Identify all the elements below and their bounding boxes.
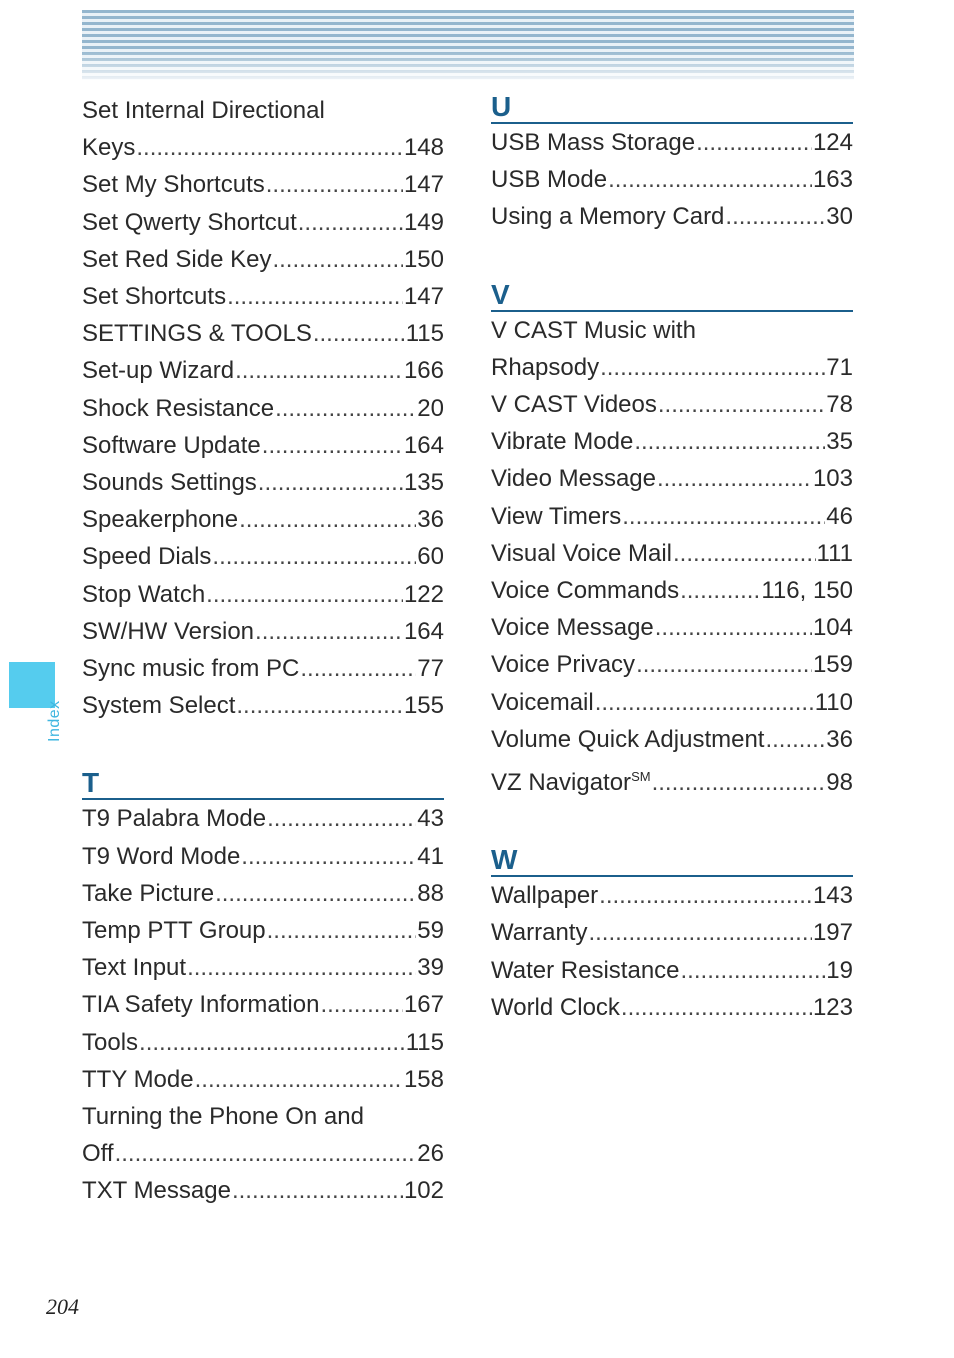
index-group-u: [491, 124, 853, 236]
index-entry-term: [82, 800, 266, 837]
index-entry-page: 124: [812, 129, 853, 156]
dot-leader: [267, 912, 417, 949]
side-section-label: Index: [46, 700, 63, 742]
index-entry-term: [82, 538, 211, 575]
index-entry: [82, 650, 444, 687]
dot-leader: [115, 1135, 417, 1172]
index-entry-term-text: Temp PTT Group: [82, 917, 266, 945]
index-entry-term-text: Set-up Wizard: [82, 357, 235, 385]
dot-leader: [608, 161, 812, 198]
index-entry-term-text: V CAST Videos: [491, 391, 657, 419]
index-entry-term-text: System Select: [82, 692, 236, 720]
index-entry-page: 111: [816, 539, 853, 567]
index-entry-term-text: Tools: [82, 1028, 139, 1056]
index-entry-page: 20: [417, 394, 444, 422]
index-entry-term: [491, 498, 621, 535]
index-entry-page: 78: [826, 391, 853, 419]
index-entry-term-text: Wallpaper: [491, 882, 599, 910]
index-entry-term: [82, 464, 257, 501]
index-entry-line: V CAST Music with: [491, 316, 696, 344]
index-entry-term-text: TXT Message: [82, 1177, 231, 1205]
index-entry-page: 60: [417, 543, 444, 571]
index-entry-page: 98: [826, 769, 853, 797]
index-entry: [82, 241, 444, 278]
index-entry: [82, 464, 444, 501]
index-entry-page: 159: [812, 651, 853, 679]
index-entry-page: 166: [403, 357, 444, 385]
dot-leader: [621, 989, 812, 1026]
index-entry-term: [82, 166, 265, 203]
index-entry-term: [82, 838, 240, 875]
index-entry-term: [491, 572, 679, 609]
index-entry-page: 148: [403, 134, 444, 162]
index-entry: [491, 349, 853, 386]
index-entry-term: [82, 315, 312, 352]
index-column-left: [82, 92, 444, 1210]
index-entry-term-text: Water Resistance: [491, 956, 680, 984]
dot-leader: [272, 241, 403, 278]
index-entry-page: 158: [403, 1065, 444, 1093]
index-entry: [491, 914, 853, 951]
index-entry-term-text: Set My Shortcuts: [82, 171, 265, 199]
index-entry-term-text: Shock Resistance: [82, 394, 275, 422]
index-entry-term: [82, 687, 235, 724]
dot-leader: [298, 204, 403, 241]
index-entry-page: 39: [417, 954, 444, 982]
index-entry-term: [82, 390, 274, 427]
dot-leader: [600, 349, 825, 386]
index-entry: [82, 390, 444, 427]
index-entry: [82, 352, 444, 389]
index-entry: [491, 989, 853, 1026]
dot-leader: [258, 464, 403, 501]
index-entry-term-text: USB Mode: [491, 166, 608, 194]
index-entry-term-text: Speakerphone: [82, 506, 239, 534]
index-entry: [82, 1024, 444, 1061]
dot-leader: [681, 952, 826, 989]
index-entry: [82, 278, 444, 315]
index-entry-term: [82, 576, 205, 613]
index-entry-term: [82, 986, 319, 1023]
index-entry-page: 135: [403, 469, 444, 497]
dot-leader: [236, 687, 403, 724]
index-entry-page: 36: [826, 725, 853, 753]
index-entry-term: [491, 952, 680, 989]
index-entry-term: [82, 1024, 138, 1061]
dot-leader: [313, 315, 405, 352]
index-entry-term-text: Rhapsody: [491, 353, 600, 381]
dot-leader: [696, 124, 812, 161]
index-group-t: [82, 800, 444, 1209]
dot-leader: [673, 535, 816, 572]
index-entry-term: [491, 460, 656, 497]
index-entry-term-text: SW/HW Version: [82, 617, 255, 645]
index-entry: [491, 386, 853, 423]
index-entry: [82, 949, 444, 986]
dot-leader: [266, 166, 403, 203]
index-entry-page: 46: [826, 502, 853, 530]
index-entry: [491, 460, 853, 497]
index-entry: [82, 838, 444, 875]
dot-leader: [136, 129, 403, 166]
dot-leader: [622, 498, 825, 535]
section-heading-u: U: [491, 92, 853, 124]
index-entry-term-text: Keys: [82, 134, 136, 162]
index-entry-term: [491, 198, 724, 235]
index-entry: [491, 609, 853, 646]
index-entry-term-text: Video Message: [491, 465, 656, 493]
dot-leader: [239, 501, 416, 538]
index-group-v: [491, 312, 853, 802]
index-entry: [82, 875, 444, 912]
dot-leader: [680, 572, 760, 609]
index-entry-term: [82, 1135, 114, 1172]
dot-leader: [187, 949, 416, 986]
dot-leader: [300, 650, 416, 687]
dot-leader: [595, 684, 814, 721]
index-entry-term-text: USB Mass Storage: [491, 129, 696, 156]
index-entry-term: [491, 684, 594, 721]
index-entry-term: [82, 875, 214, 912]
index-entry: [491, 124, 853, 161]
index-entry-term-text: SETTINGS & TOOLS: [82, 320, 312, 348]
index-entry-term-text: Voice Privacy: [491, 651, 636, 679]
index-entry: [82, 1172, 444, 1209]
index-entry-term-text: Warranty: [491, 919, 588, 947]
index-entry: [82, 800, 444, 837]
index-entry-page: 116, 150: [761, 577, 853, 605]
index-entry-page: 19: [826, 956, 853, 984]
index-entry-term: [82, 1172, 231, 1209]
index-entry-page: 164: [403, 617, 444, 645]
index-entry-page: 71: [826, 353, 853, 381]
index-entry-term-text: Visual Voice Mail: [491, 539, 672, 567]
index-entry-term: [491, 124, 695, 161]
index-entry-term: [82, 613, 254, 650]
index-entry-term: [82, 501, 238, 538]
index-entry-term: [491, 386, 657, 423]
index-entry-page: 77: [417, 655, 444, 683]
dot-leader: [320, 986, 403, 1023]
index-entry-term: [491, 758, 651, 801]
dot-leader: [588, 914, 811, 951]
index-entry-term: [491, 349, 599, 386]
index-entry-term-text: Stop Watch: [82, 580, 206, 608]
index-entry-term: [491, 161, 607, 198]
index-entry-term-text: Volume Quick Adjustment: [491, 725, 765, 753]
index-entry-term: [491, 721, 764, 758]
index-entry-page: 147: [403, 283, 444, 311]
dot-leader: [655, 609, 812, 646]
index-entry-page: 164: [403, 431, 444, 459]
index-entry-term-text: World Clock: [491, 993, 620, 1021]
service-mark: SM: [631, 769, 651, 785]
index-entry-page: 115: [405, 1028, 444, 1056]
index-entry-term-text: Vibrate Mode: [491, 428, 634, 456]
index-entry: [491, 423, 853, 460]
index-entry-term-text: Voice Message: [491, 614, 654, 642]
index-entry-term: [491, 646, 635, 683]
dot-leader: [657, 460, 812, 497]
index-entry-term-text: T9 Word Mode: [82, 842, 241, 870]
index-entry-page: 43: [417, 805, 444, 833]
index-entry: [491, 161, 853, 198]
dot-leader: [652, 764, 826, 801]
index-entry-term-text: Set Red Side Key: [82, 245, 272, 273]
dot-leader: [195, 1061, 403, 1098]
dot-leader: [267, 800, 416, 837]
index-entry: [82, 315, 444, 352]
index-entry: [82, 538, 444, 575]
index-entry: [82, 1061, 444, 1098]
index-entry: [491, 498, 853, 535]
index-entry-page: 36: [417, 506, 444, 534]
index-group-w: [491, 877, 853, 1026]
dot-leader: [255, 613, 403, 650]
index-entry-page: 149: [403, 208, 444, 236]
index-entry-term: [82, 949, 186, 986]
dot-leader: [232, 1172, 403, 1209]
dot-leader: [212, 538, 416, 575]
index-entry-term-text: Off: [82, 1140, 114, 1168]
index-entry: [82, 166, 444, 203]
index-entry-page: 110: [814, 688, 853, 716]
index-entry: [82, 427, 444, 464]
index-entry-term-text: Voice Commands: [491, 577, 680, 605]
index-entry-page: 147: [403, 171, 444, 199]
index-entry-term-text: Sync music from PC: [82, 655, 300, 683]
index-entry-page: 104: [812, 614, 853, 642]
index-entry-term-text: Text Input: [82, 954, 187, 982]
index-entry: [82, 912, 444, 949]
section-heading-t: T: [82, 768, 444, 800]
index-entry: [82, 129, 444, 166]
index-entry-page: 123: [812, 993, 853, 1021]
index-entry-line: Set Internal Directional: [82, 97, 325, 124]
index-entry-page: 122: [403, 580, 444, 608]
header-stripe-band: [82, 10, 854, 80]
index-entry-term-text: Take Picture: [82, 879, 215, 907]
index-entry-page: 115: [405, 320, 444, 348]
index-entry: [491, 684, 853, 721]
index-entry: [491, 646, 853, 683]
index-entry: [82, 986, 444, 1023]
index-entry: [491, 535, 853, 572]
index-entry-page: 26: [417, 1140, 444, 1168]
dot-leader: [636, 646, 812, 683]
index-entry-page: 150: [403, 245, 444, 273]
index-entry: [491, 721, 853, 758]
index-entry: [82, 576, 444, 613]
index-entry-term: [491, 609, 654, 646]
index-entry-term-text: T9 Palabra Mode: [82, 805, 267, 833]
index-entry: [491, 198, 853, 235]
dot-leader: [658, 386, 825, 423]
index-entry-page: 59: [417, 917, 444, 945]
index-group-s: [82, 92, 444, 724]
index-entry: [82, 204, 444, 241]
index-entry-term: [82, 278, 226, 315]
index-entry: [82, 613, 444, 650]
index-entry-term: [491, 423, 633, 460]
index-entry-term: [82, 427, 261, 464]
dot-leader: [765, 721, 825, 758]
index-entry-page: 41: [417, 842, 444, 870]
index-entry-page: 167: [403, 991, 444, 1019]
index-entry-page: 143: [812, 882, 853, 910]
dot-leader: [235, 352, 403, 389]
index-entry-term-text: Set Qwerty Shortcut: [82, 208, 297, 236]
index-entry-page: 102: [403, 1177, 444, 1205]
index-entry-page: 163: [812, 166, 853, 194]
index-entry-page: 103: [812, 465, 853, 493]
index-entry: [491, 572, 853, 609]
index-entry: [82, 501, 444, 538]
index-entry-term: [82, 1061, 194, 1098]
dot-leader: [599, 877, 812, 914]
index-entry: [82, 1135, 444, 1172]
index-column-right: [491, 92, 853, 1026]
page-number: 204: [46, 1294, 79, 1319]
index-entry-page: 155: [403, 692, 444, 720]
index-entry-term: [82, 241, 271, 278]
index-entry-term: [82, 204, 297, 241]
index-entry-term-text: VZ Navigator: [491, 769, 632, 797]
index-entry-term: [491, 535, 672, 572]
index-entry-term-text: TTY Mode: [82, 1065, 194, 1093]
index-entry-line: Turning the Phone On and: [82, 1103, 364, 1131]
section-heading-w: W: [491, 845, 853, 877]
dot-leader: [262, 427, 403, 464]
index-entry-page: 197: [812, 919, 853, 947]
index-entry: [491, 877, 853, 914]
dot-leader: [206, 576, 403, 613]
dot-leader: [275, 390, 416, 427]
index-entry-page: 35: [826, 428, 853, 456]
index-entry: [491, 952, 853, 989]
index-entry-term-text: Set Shortcuts: [82, 283, 227, 311]
index-entry-term-text: Voicemail: [491, 688, 594, 716]
index-entry-page: 88: [417, 879, 444, 907]
dot-leader: [139, 1024, 405, 1061]
index-entry-term: [491, 914, 587, 951]
index-entry: [491, 758, 853, 801]
index-entry-term: [82, 352, 234, 389]
dot-leader: [241, 838, 416, 875]
dot-leader: [725, 198, 825, 235]
index-entry: [82, 687, 444, 724]
index-entry-term: [491, 989, 620, 1026]
index-entry-term: [491, 877, 598, 914]
index-entry-term-text: TIA Safety Information: [82, 991, 320, 1019]
dot-leader: [634, 423, 825, 460]
section-heading-v: V: [491, 280, 853, 312]
index-entry-term-text: Speed Dials: [82, 543, 212, 571]
index-entry-page: 30: [826, 203, 853, 231]
index-entry-term-text: View Timers: [491, 502, 622, 530]
dot-leader: [227, 278, 403, 315]
index-entry-term-text: Software Update: [82, 431, 261, 459]
index-entry-term: [82, 912, 266, 949]
dot-leader: [215, 875, 416, 912]
index-entry-term: [82, 650, 299, 687]
index-entry-term-text: Sounds Settings: [82, 469, 257, 497]
index-entry-term: [82, 129, 135, 166]
index-entry-term-text: Using a Memory Card: [491, 203, 725, 231]
